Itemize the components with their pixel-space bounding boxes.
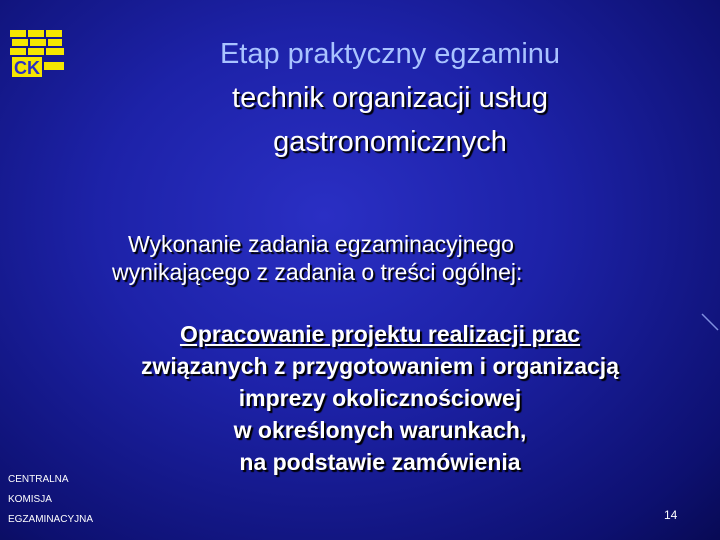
- title-line-1: Etap praktyczny egzaminu: [219, 38, 561, 70]
- task-line-3: imprezy okolicznościowej: [238, 385, 522, 411]
- decorative-line: [700, 312, 720, 332]
- task-line-5: na podstawie zamówienia: [239, 449, 521, 475]
- task-line-2: związanych z przygotowaniem i organizacją: [140, 353, 619, 379]
- task-description: [60, 318, 700, 478]
- task-line-1: Opracowanie projektu realizacji prac: [179, 321, 581, 347]
- footer-org-line-3: EGZAMINACYJNA: [8, 514, 94, 525]
- svg-text:CK: CK: [14, 58, 40, 78]
- title-line-3: gastronomicznych: [273, 126, 507, 158]
- subtitle-line-2: wynikającego z zadania o treści ogólnej:: [112, 259, 523, 285]
- task-line-4: w określonych warunkach,: [233, 417, 527, 443]
- subtitle: [112, 230, 672, 286]
- cke-logo: [8, 28, 68, 80]
- footer-organization: [8, 470, 93, 530]
- title-line-2: technik organizacji usług: [232, 82, 548, 114]
- page-number: 14: [664, 508, 678, 522]
- subtitle-line-1: Wykonanie zadania egzaminacyjnego: [128, 231, 514, 257]
- slide-title: [110, 32, 670, 164]
- footer-org-line-2: KOMISJA: [8, 494, 52, 505]
- footer-org-line-1: CENTRALNA: [8, 474, 69, 485]
